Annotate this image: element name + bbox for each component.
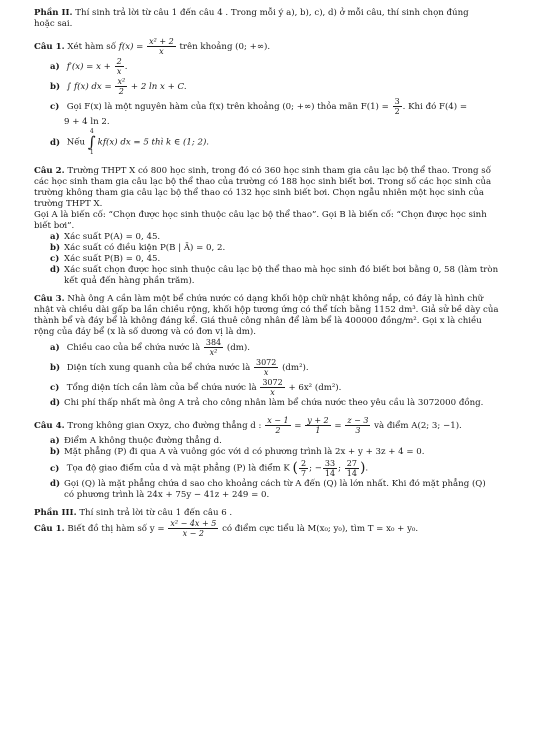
q2-a-text: Xác suất P(A) = 0, 45. (64, 232, 161, 242)
q4-d-cont: có phương trình là 24x + 75y − 41z + 249 = 0. (64, 489, 270, 500)
q3-c-label: c) (50, 383, 60, 393)
q1-num: x² + 2 (149, 37, 174, 46)
part3-heading: Phần III. (34, 507, 77, 518)
q3-a-label: a) (50, 343, 60, 353)
q1-d-lower: 1 (89, 149, 94, 156)
q3-option-c (50, 378, 535, 398)
q2-a-label: a) (50, 232, 60, 242)
q1-c-text-a: Gọi F(x) là một nguyên hàm của f(x) trên khoảng (0; +∞) thỏa mãn F(1) = (66, 102, 389, 112)
q2-p3: trường không tham gia câu lạc bộ thể thao có 132 học sinh biết bơi. Chọn ngẫu nhiên một học sinh của (34, 188, 485, 198)
q1-stem (34, 37, 535, 57)
q4-c-d2: 14 (324, 468, 336, 478)
q4-option-b (50, 447, 535, 458)
q3-p2: nhật và chiều dài gấp ba lần chiều rộng, khối hộp tương ứng có thể tích bằng 1152 dm³. Giả sử bề dày của (34, 305, 499, 315)
q3-option-a (50, 338, 535, 358)
q4-b-text: Mặt phẳng (P) đi qua A và vuông góc với d có phương trình là 2x + y + 3z + 4 = 0. (64, 447, 425, 457)
q3-c-text-a: Tổng diện tích cần làm của bể chứa nước là (66, 383, 257, 393)
q3-label: Câu 3. (34, 294, 65, 304)
q3-option-b (50, 358, 535, 378)
part2-intro (34, 8, 535, 19)
p3q1-den: x − 2 (182, 528, 205, 538)
q4-b-label: b) (50, 447, 61, 457)
q4-d1: 2 (275, 426, 281, 435)
q3-c-fraction (260, 378, 284, 397)
q4-c-d1: 7 (301, 468, 307, 478)
q2-d-cont: kết quả đến hàng phần trăm). (64, 276, 195, 286)
q2-b-text: Xác suất có điều kiện P(B | Ā) = 0, 2. (64, 243, 226, 253)
q4-n1: x − 1 (267, 416, 289, 425)
q3-a-text-a: Chiều cao của bể chứa nước là (66, 343, 201, 353)
q1-b-num: x² (117, 77, 126, 86)
q4-stem: Câu 4. Trong không gian Oxyz, cho đường thẳng d : $\frac{x - 1}{2}$ = $\frac{y + 2}{1}$ = $\frac{z - 3}{3}$ và điểm A(2; 3; −1). (34, 416, 462, 435)
q4-n3: z − 3 (347, 416, 369, 425)
q4-stem-a: Trong không gian Oxyz, cho đường thẳng d : (67, 421, 262, 431)
q4-option-d (50, 479, 535, 490)
q2-p1 (34, 166, 535, 177)
q4-frac-1 (265, 416, 290, 435)
p3q1-text-a: Biết đồ thị hàm số y = (67, 523, 165, 534)
q4-d3: 3 (355, 426, 361, 435)
part2-intro-cont: hoặc sai. (34, 19, 73, 29)
q1-b-fraction (115, 77, 127, 96)
q1-option-a (50, 57, 535, 77)
q3-b-num: 3072 (255, 358, 277, 367)
q1-c-label: c) (50, 102, 60, 112)
q2-option-d (50, 265, 535, 276)
q4-d-label: d) (50, 478, 61, 489)
q3-a-den: x² (209, 348, 218, 357)
q3-a-num: 384 (205, 338, 222, 347)
q3-p1 (34, 294, 535, 305)
q3-a-fraction (204, 338, 223, 357)
q2-c-label: c) (50, 254, 60, 264)
q2-d-label: d) (50, 265, 61, 275)
q4-c-n3: 27 (346, 458, 357, 468)
q1-b-label: b) (50, 82, 61, 92)
q2-label: Câu 2. (34, 166, 65, 176)
q2-p2: các học sinh tham gia câu lạc bộ thể thao của trường có 188 học sinh biết bơi. Trong số các học sinh của (34, 177, 492, 187)
integral-glyph: ∫ (87, 133, 96, 151)
q4-c-n2: 33 (324, 458, 336, 468)
p3q1-num: x² − 4x + 5 (170, 518, 217, 528)
q4-c-paren-open: ( (292, 460, 298, 476)
q1-option-c-cont (50, 117, 535, 128)
q4-c-frac-1 (299, 459, 308, 478)
q1-c-cont: 9 + 4 ln 2. (64, 117, 110, 127)
q3-b-fraction (254, 358, 278, 377)
p3q1-fraction (168, 519, 218, 538)
q1-c-num: 3 (394, 97, 400, 106)
q1-fraction (147, 37, 176, 56)
q2-p4: trường THPT X. (34, 199, 103, 209)
q2-option-c (50, 254, 535, 265)
q3-c-num: 3072 (262, 378, 283, 387)
q4-option-d-cont (50, 490, 535, 501)
q2-p6: biết bơi”. (34, 221, 75, 231)
q4-c-text-a: Tọa độ giao điểm của d và mặt phẳng (P) là điểm K (66, 463, 290, 474)
q2-option-d-cont (50, 276, 535, 287)
q4-c-paren-close: ) (359, 460, 366, 476)
p3q1-text-b: có điểm cực tiểu là M(x₀; y₀), tìm T = x₀ + y₀. (222, 523, 419, 534)
q1-d-text-b: kf(x) dx = 5 thì k ∈ (1; 2). (97, 137, 210, 148)
q1-label: Câu 1. (34, 42, 65, 52)
p3q1-label: Câu 1. (34, 523, 65, 534)
q2-p1-text: Trường THPT X có 800 học sinh, trong đó có 360 học sinh tham gia câu lạc bộ thể thao. Trong số (67, 166, 491, 176)
q4-c-frac-2 (323, 459, 337, 478)
q3-option-d (50, 398, 535, 409)
q3-b-label: b) (50, 363, 61, 373)
q4-d2: 1 (315, 426, 321, 435)
q4-c-end: . (365, 463, 369, 474)
q4-c-frac-3 (345, 459, 359, 478)
q1-c-fraction (393, 97, 402, 116)
q2-p5: Gọi A là biến cố: “Chọn được học sinh thuộc câu lạc bộ thể thao”. Gọi B là biến cố: “Chọn được học sinh (34, 210, 487, 220)
q2-b-label: b) (50, 243, 61, 253)
q4-d-text: Gọi (Q) là mặt phẳng chứa d sao cho khoảng cách từ A đến (Q) là lớn nhất. Khi đó mặt phẳng (Q) (64, 478, 486, 489)
q1-c-text-b: . Khi đó F(4) = (402, 102, 468, 112)
q1-a-text: f′(x) = x + (66, 62, 111, 72)
q4-option-a (50, 436, 535, 447)
q1-d-text-a: Nếu (66, 137, 86, 148)
q1-option-d (50, 128, 535, 156)
q1-a-label: a) (50, 62, 60, 72)
q4-a-label: a) (50, 436, 60, 446)
q4-option-c: c) Tọa độ giao điểm của d và mặt phẳng (P) là điểm K ( $\frac{2}{7}$ ; − $\frac{33}{14}$ ; $\frac{27}{14}$ ). (50, 458, 369, 478)
q4-a-text: Điểm A không thuộc đường thẳng d. (64, 436, 222, 446)
q1-b-text-b: + 2 ln x + C. (130, 82, 187, 92)
q1-stem-b: trên khoảng (0; +∞). (179, 42, 271, 52)
q1-a-den: x (116, 67, 122, 76)
q1-b-den: 2 (118, 87, 124, 96)
q3-d-text: Chi phí thấp nhất mà ông A trả cho công nhân làm bể chứa nước theo yêu cầu là 3072000 đồng. (64, 398, 484, 408)
q1-a-fraction (115, 57, 124, 76)
q1-option-c (50, 97, 535, 117)
part3-intro-text: Thí sinh trả lời từ câu 1 đến câu 6 . (79, 507, 233, 518)
q4-frac-3 (345, 416, 370, 435)
q3-p4: rộng của đáy bể (x là số dương và có đơn vị là dm). (34, 327, 256, 337)
q1-option-b (50, 77, 535, 97)
q1-stem-a: Xét hàm số (67, 42, 116, 52)
q4-n2: y + 2 (307, 416, 329, 425)
part2-heading: Phần II. (34, 8, 73, 18)
q3-c-text-b: + 6x² (dm²). (288, 383, 342, 393)
q1-d-label: d) (50, 137, 61, 148)
q1-a-num: 2 (116, 57, 122, 66)
q2-d-text: Xác suất chọn được học sinh thuộc câu lạc bộ thể thao mà học sinh đó biết bơi bằng 0, 58 (làm tròn (64, 265, 499, 275)
q3-b-text-b: (dm²). (282, 363, 309, 373)
q3-p3: thành bể và đáy bể là không đáng kể. Giá thuê công nhân để làm bể là 400000 đồng/m². Gọi x là chiều (34, 316, 482, 326)
q4-frac-2 (305, 416, 330, 435)
q4-stem-b: và điểm A(2; 3; −1). (374, 421, 462, 431)
part2-intro-text: Thí sinh trả lời từ câu 1 đến câu 4 . Trong mỗi ý a), b), c), d) ở mỗi câu, thí sinh chọn đúng (75, 8, 469, 18)
q4-c-n1: 2 (301, 458, 307, 468)
q3-p1-text: Nhà ông A cần làm một bể chứa nước có dạng khối hộp chữ nhật không nắp, có đáy là hình chữ (67, 294, 484, 304)
q1-func: f(x) = (118, 42, 144, 52)
q1-c-den: 2 (394, 107, 400, 116)
q2-c-text: Xác suất P(B) = 0, 45. (64, 254, 161, 264)
q3-b-text-a: Diện tích xung quanh của bể chứa nước là (66, 363, 251, 373)
q3-b-den: x (263, 368, 269, 377)
q3-d-label: d) (50, 398, 61, 408)
q3-c-den: x (270, 388, 275, 397)
part3-intro (34, 508, 535, 519)
q1-den: x (159, 47, 164, 56)
q2-option-a (50, 232, 535, 243)
q1-a-end: . (124, 62, 128, 72)
q4-c-d3: 14 (346, 468, 357, 478)
q3-a-text-b: (dm). (226, 343, 250, 353)
integral-sign (88, 128, 96, 156)
q1-b-text-a: ∫ f(x) dx = (66, 82, 112, 92)
q2-option-b (50, 243, 535, 254)
p3q1-stem (34, 519, 535, 539)
q1-d-upper: 4 (89, 128, 94, 135)
q4-c-label: c) (50, 463, 60, 474)
q4-label: Câu 4. (34, 421, 65, 431)
